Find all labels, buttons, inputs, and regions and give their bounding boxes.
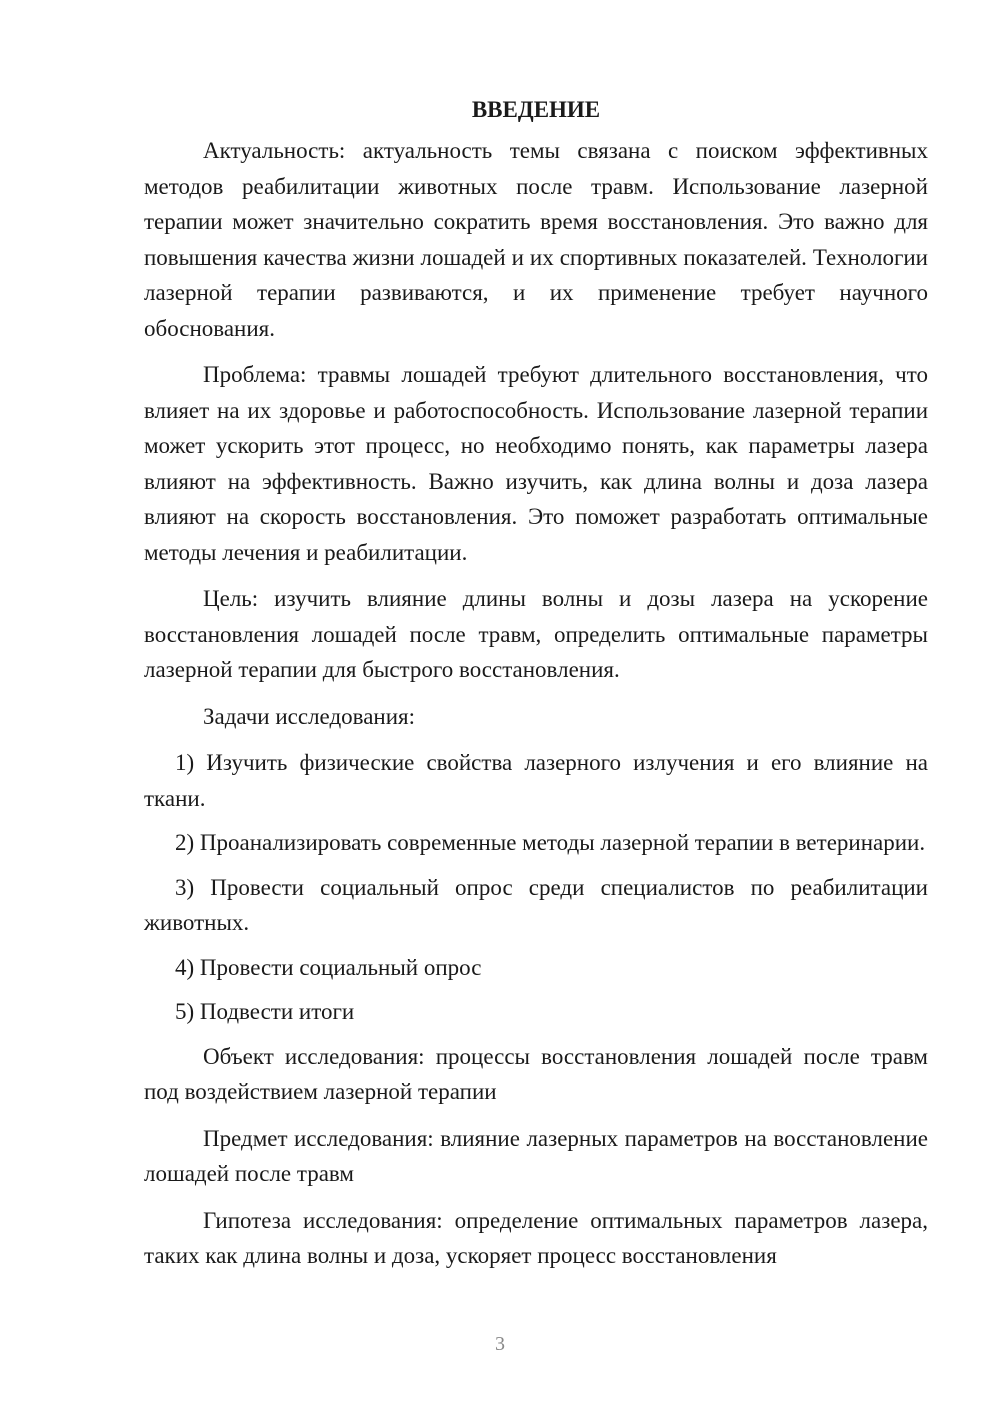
- section-heading: ВВЕДЕНИЕ: [471, 97, 601, 122]
- hypothesis-paragraph: Гипотеза исследования: определение оптимальных параметров лазера, таких как длина волны и доза, ускоряет процесс восстановления: [144, 1207, 928, 1268]
- goal-paragraph: Цель: изучить влияние длины волны и дозы лазера на ускорение восстановления лошадей после травм, определить оптимальные параметры лазерной терапии для быстрого восстановления.: [144, 586, 928, 682]
- relevance-paragraph: Актуальность: актуальность темы связана с поиском эффективных методов реабилитации животных после травм. Использование лазерной терапии может значительно сократить время восстановления. Это важно для повышения качества жизни лошадей и их спортивных показателей. Технологии лазерной терапии развиваются, и их применение требует научного обоснования.: [144, 138, 928, 341]
- page-number: 3: [495, 1333, 505, 1355]
- task-item-1: 1) Изучить физические свойства лазерного излучения и его влияние на ткани.: [144, 750, 928, 811]
- problem-paragraph: Проблема: травмы лошадей требуют длительного восстановления, что влияет на их здоровье и работоспособность. Использование лазерной терапии может ускорить этот процесс, но необходимо понять, как параметры лазера влияют на эффективность. Важно изучить, как длина волны и доза лазера влияют на скорость восстановления. Это поможет разработать оптимальные методы лечения и реабилитации.: [144, 362, 928, 565]
- subject-paragraph: Предмет исследования: влияние лазерных параметров на восстановление лошадей после травм: [144, 1125, 928, 1186]
- task-item-2: 2) Проанализировать современные методы лазерной терапии в ветеринарии.: [175, 830, 926, 855]
- object-paragraph: Объект исследования: процессы восстановления лошадей после травм под воздействием лазерной терапии: [144, 1043, 928, 1104]
- task-item-5: 5) Подвести итоги: [175, 999, 355, 1024]
- task-item-3: 3) Провести социальный опрос среди специалистов по реабилитации животных.: [144, 874, 928, 935]
- task-item-4: 4) Провести социальный опрос: [175, 954, 482, 980]
- page-body: [144, 92, 928, 1285]
- tasks-heading: Задачи исследования:: [203, 703, 416, 729]
